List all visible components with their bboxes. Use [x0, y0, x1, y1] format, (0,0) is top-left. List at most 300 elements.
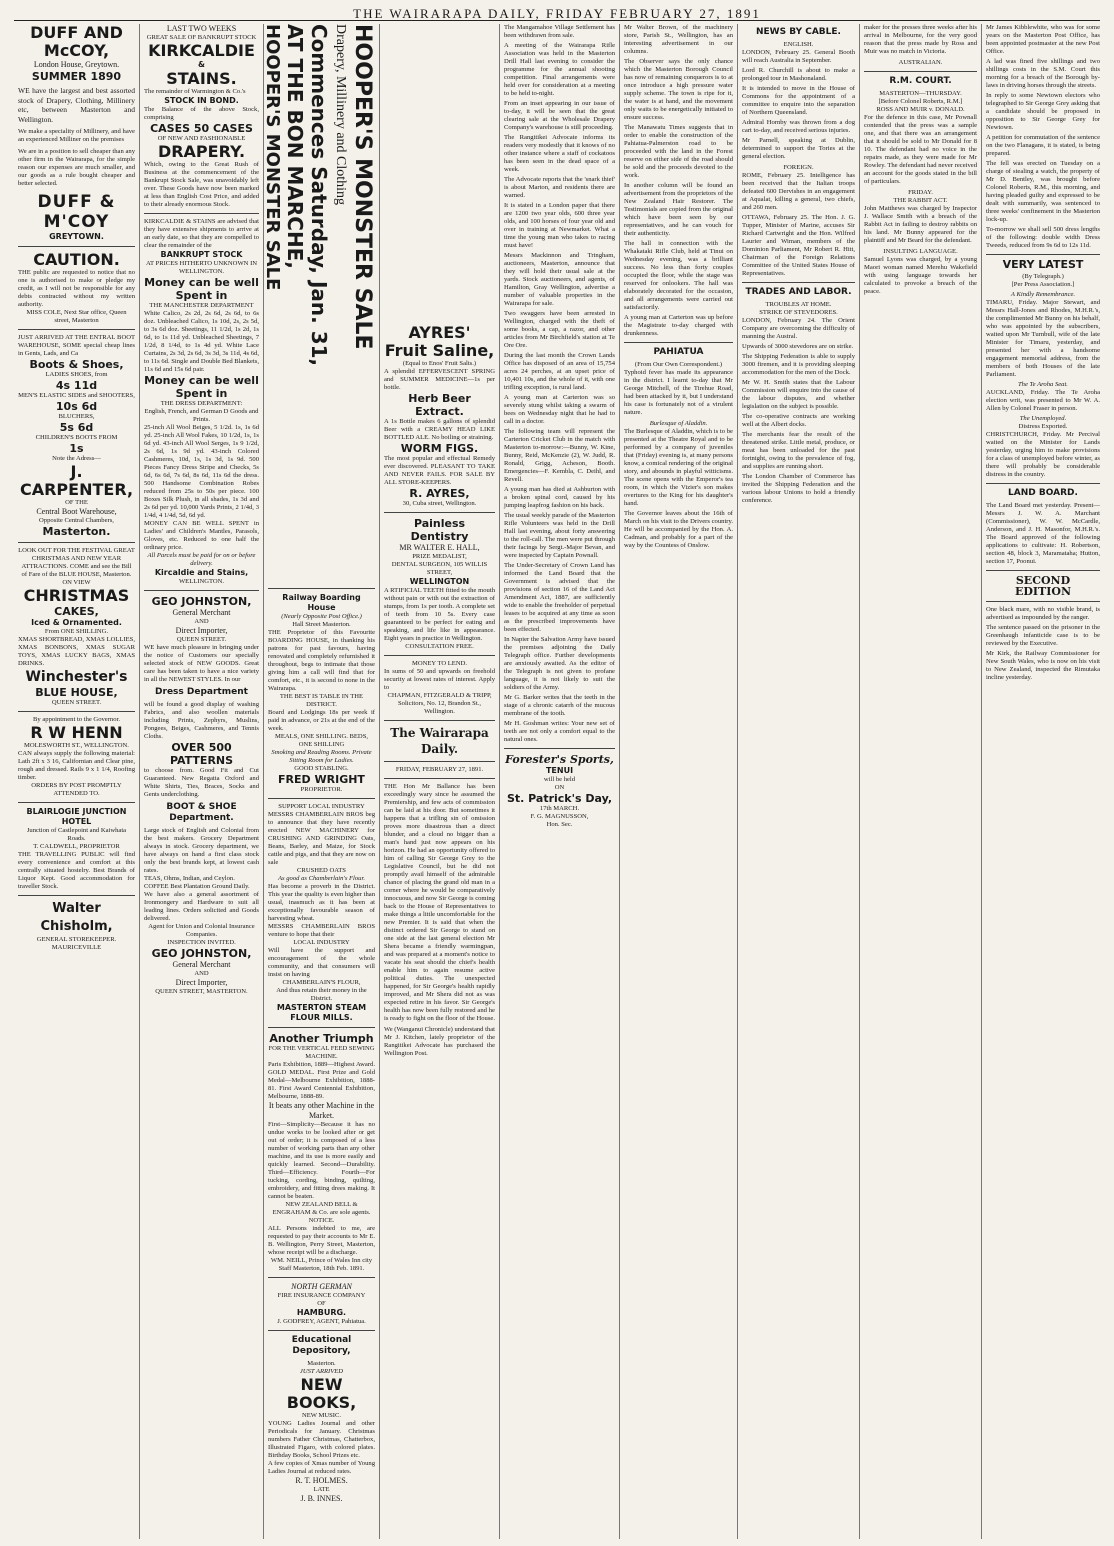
divider [268, 1027, 375, 1028]
xmas-from: From ONE SHILLING. [44, 628, 109, 635]
forester-on: ON [554, 784, 565, 791]
johnston-role-4: Direct Importer, [175, 978, 228, 987]
carpenter-of: OF THE [65, 499, 88, 506]
forester-will: will be held [543, 776, 576, 783]
xmas-title: CHRISTMAS [23, 586, 130, 605]
triumph-beats: It beats any other Machine in the Market. [268, 1101, 375, 1120]
johnston-street: QUEEN STREET. [176, 636, 227, 643]
worm-body: The most popular and effectual Remedy ever discovered. PLEASANT TO TAKE AND NEVER FAILS. FOR SALE BY ALL STORE-KEEPERS. [384, 455, 495, 486]
crushed-oats: CRUSHED OATS [297, 867, 346, 874]
divider [384, 655, 495, 656]
manchester-list: White Calico, 2s 2d, 2s 6d, 2s 6d, to 6s doz. Unbleached Calico, 1s 10d, 2s, 2s 5d, to 3s 6d doz. Sheetings, 11 1/2d, 1s 2d, 1s 6d, to 1s 11d yd. Unbleached Sheetings, 7 1/2d, 8 1/4d, to 1s 4d yd. White Lace Curtains, 2s 3d, 2s 6d, 3s 3d, 3s 11d, 4s 6d, to 11s 6d. Single and Double Bed Blankets, 11s 6d and 15s 6d pair. [144, 310, 259, 373]
forester-tenui: TENUI [545, 766, 574, 775]
ayres-head: AYRES' [408, 323, 471, 342]
dentist-town: WELLINGTON [409, 577, 470, 586]
triumph-title: Another Triumph [269, 1032, 374, 1045]
masthead-rule [14, 20, 1100, 21]
land-board-body: The Land Board met yesterday. Present—Messrs J. W. A. Marchant (Commissioner), W. W. McCardle, Anderson, and J. H. Masonfor, M.H.R.'s. The Board approved of the following applications to cultivate: H. Robertson, section 48, block 3, Maramataha; Hutton, section 17, Poonui. [986, 502, 1100, 565]
kirkcaldie-head: LAST TWO WEEKS [166, 24, 237, 33]
dentist-body: A RTIFICIAL TEETH fitted to the mouth without pain or with out the extraction of stumps, from 1s per tooth. A complete set of teeth from 10 5s. Every case guaranteed to be perfect for eating and speaking, and life like in appearance. Eight years in practice in Wellington. [384, 587, 495, 642]
johnston-name: GEO JOHNSTON, [151, 595, 252, 608]
divider [742, 282, 855, 283]
pahiatua-sub: (From Our Own Correspondent.) [634, 361, 723, 368]
xmas-cakes: CAKES, [54, 605, 99, 618]
pahiatua-body: Typhoid fever has made its appearance in the district. I learnt to-day that Mr George Mitchell, of the Tirehue Road, had been attacked by it, but I understand his case is fortunately not of a virulent nature. [624, 369, 733, 416]
divider [864, 71, 977, 72]
carpenter-name: J. CARPENTER, [19, 462, 134, 499]
news-item: A lad was fined five shillings and two shillings costs in the S.M. Court this morning for a breach of the Borough by-laws in driving horses through the streets. [986, 58, 1100, 89]
ayres-sub: (Equal to Enos' Fruit Salts.) [402, 360, 477, 367]
carpenter-price-3: 5s 6d [59, 421, 94, 434]
parcels-note: All Parcels must be paid for on or before delivery. [147, 552, 256, 567]
chisholm-name: Walter Chisholm, [40, 901, 113, 934]
news-item: It is stated in a London paper that there are 1200 two year olds, 600 three year olds, and 100 horses of four year old and over in training at Newmarket. What a time the young man who takes to racing must have! [504, 202, 615, 249]
winchester-title: Winchester's [25, 669, 128, 685]
divider [986, 254, 1100, 255]
rm-court-sub-2: [Before Colonel Roberts, R.M.] [878, 98, 963, 105]
kirkcaldie-body-3: Which, owing to the Great Rush of Business at the commencement of the Bankrupt Stock Sale, was unavoidably left over. These Goods have now been marked at less than English Cost Price, and added to their already enormous Stock. [144, 161, 259, 208]
johnston-agency: We have also a general assortment of Ironmongery and Hardware to suit all leading lines. Orders solicited and Goods delivered. [144, 891, 259, 922]
carpenter-ladies: LADIES SHOES, from [45, 371, 108, 378]
kirkcaldie-cases: CASES 50 CASES [150, 122, 253, 135]
friday-head: FRIDAY. [908, 189, 933, 196]
dress-list: 25-inch All Wool Beiges, 5 1/2d. 1s, 1s 6d yd. 25-inch All Wool Fakes, 10 1/2d, 1s, 1s 6d yd. 43-inch All Wool Serges, 1s 9 1/2d, 2s 6d, 1s 9d yd. 43-inch Colored Cashmeres, 10d, 1s, 1s 3d, 1s 9d. 500 Pieces Fancy Dress Stripe and Checks, 5s 6d, 6s 6d, 7s 6d, 8s 6d, 11s 6d the dress. 500 Handsome Combination Robes reduced from 25s to 50s per piece. 100 Boxes Silk Plush, in all shades, 1s 3d and 2s 6d per yd. 10,000 Yards Prints, 2 1/4d, 3 1/4d, 4 1/4d, 5d, 6d yd. [144, 424, 259, 519]
kirkcaldie-title-2: STAINS. [166, 69, 237, 88]
edu-town: Masterton. [307, 1360, 336, 1367]
herb-body: A 1s Bottle makes 6 gallons of splendid Beer with a CREAMY HEAD LIKE BOTTLED ALE. No boiling or straining. [384, 418, 495, 441]
johnston-teas: TEAS, Ohms, Indian, and Ceylon. [144, 875, 235, 882]
johnston-boot-dept: BOOT & SHOE Department. [166, 802, 237, 823]
chisholm-town: MAURICEVILLE [51, 944, 102, 951]
money-spent-2: Money can be well Spent in [144, 374, 259, 400]
chamberlain-quote: As good as Chamberlain's Flour. [278, 875, 365, 882]
xmas-view: ON VIEW [62, 579, 91, 586]
cable-head: NEWS BY CABLE. [756, 27, 841, 37]
divider [18, 711, 135, 712]
forester-title: Forester's Sports, [505, 753, 614, 766]
duff-mccoy-town: GREYTOWN. [49, 232, 104, 241]
news-item: The Under-Secretary of Crown Land has informed the Land Board that the Government is advised that the provisions of section 16 of the Land Act Amendment Act, 1887, are sufficiently wide to enable the freeholder of perpetual leases to be acquired at any time as soon as the prescribed improvements have been effected. [504, 562, 615, 633]
boarding-body-2: Board and Lodgings 18s per week if paid in advance, or 21s at the end of the week. [268, 709, 375, 732]
kirkcaldie-body-2: The Balance of the above Stock, comprising [144, 106, 259, 121]
manchester-dept: THE MANCHESTER DEPARTMENT [149, 302, 254, 309]
carpenter-children: CHILDREN'S BOOTS FROM [35, 434, 118, 441]
johnston-dress-dept: Dress Department [155, 687, 248, 697]
johnston-and-2: AND [194, 970, 209, 977]
chamberlain-flour: CHAMBERLAIN'S FLOUR, [282, 979, 361, 986]
dentist-prize: PRIZE MEDALIST, [412, 553, 467, 560]
chamberlain-keep: And thus retain their money in the District. [276, 987, 367, 1002]
chamberlain-body-2: Has become a proverb in the District. This year the quality is even higher than usual, inasmuch as it has been at exceptionally favourable season of harvesting wheat. [268, 883, 375, 922]
henn-orders: ORDERS BY POST PROMPTLY ATTENDED TO. [31, 782, 122, 797]
carpenter-price-1: 4s 11d [55, 379, 98, 392]
carpenter-location: Central Boot Warehouse, [36, 507, 117, 516]
dentist-address: DENTAL SURGEON, 105 WILLIS STREET, [391, 561, 488, 576]
burlesque-body: The Burlesque of Aladdin, which is to be presented at the Theatre Royal and to be performed by a company of juveniles that (Friday) evening is, at many persons know, a comical rendering of the original story, and abounds in playful witticisms. The scene opens with the Emperor's tea room, in which the Vizier's son makes overtures to the King for his daughter's hand. [624, 428, 733, 507]
news-item: A young man has died at Ashburton with a broken spinal cord, caused by his jumping leapfrog fashion on his back. [504, 486, 615, 509]
divider [144, 213, 259, 214]
carpenter-boots: Boots & Shoes, [29, 358, 124, 371]
duff-mccoy-subtitle: London House, Greytown. [33, 60, 120, 69]
divider [268, 1330, 375, 1331]
dentist-consult: CONSULTATION FREE. [405, 643, 474, 650]
daily-date: FRIDAY, FEBRUARY 27, 1891. [395, 766, 484, 773]
cable-item: It is intended to move in the House of Commons for the appointment of a committee to enquire into the separation of Northern Queensland. [742, 85, 855, 116]
news-item: The Observer says the only chance which the Masterton Borough Council has now of remaining conquerors is to at once introduce a high pressure water supply scheme. The town is ripe for it, the water is at hand, and the movement only waits to be energetically initiated to ensure success. [624, 58, 733, 121]
pahiatua-head: PAHIATUA [653, 347, 704, 357]
johnston-choose: to choose from. Good Fit and Cut Guaranteed. New Regatta Oxford and White Shirts, Ties, Braces, Socks and Gents underclothing. [144, 767, 259, 798]
trades-item: The Shipping Federation is able to supply 3000 firemen, and it is providing sleeping accommodation for the men of the Dock. [742, 353, 855, 376]
johnston-inspect: INSPECTION INVITED. [167, 939, 236, 946]
forester-date: 17th MARCH. [539, 805, 580, 812]
johnston-street-2: QUEEN STREET, MASTERTON. [155, 988, 248, 995]
caution-sign: MISS COLE, Next Star office, Queen street, Masterton [26, 309, 127, 324]
kirkcaldie-prices: AT PRICES HITHERTO UNKNOWN IN WELLINGTON. [145, 260, 258, 275]
caution-body: THE public are requested to notice that no one is authorised to make or pledge my credit, as I will not be responsible for any debts contracted without my written authority. [18, 269, 135, 308]
divider [268, 798, 375, 799]
johnston-boot-body: Large stock of English and Colonial from the best makers. Grocery Department always in stock. Grocery department, we have always on hand a first class stock only the best brands kept, at lowest cash rates. [144, 827, 259, 874]
hoopers-line-2: Drapery, Millinery and Clothing [333, 24, 348, 206]
blue-house: BLUE HOUSE, [35, 686, 118, 699]
carpenter-note: Note the Adress— [52, 455, 101, 462]
trades-item: LONDON, February 24. The Orient Company are overcoming the difficulty of manning the Austral. [742, 317, 855, 340]
kirkcaldie-town: WELLINGTON. [178, 578, 225, 585]
duff-mccoy-body-2: We make a speciality of Millinery, and have an experienced Milliner on the premises [18, 128, 135, 143]
daily-logo: The Wairarapa Daily. [390, 726, 489, 756]
ayres-body: A splendid EFFERVESCENT SPRING and SUMMER MEDICINE—1s per bottle. [384, 368, 495, 391]
edu-arrived: JUST ARRIVED [299, 1368, 344, 1375]
divider [18, 542, 135, 543]
column-8 [860, 24, 982, 1539]
henn-location: MOLESWORTH ST., WELLINGTON. [24, 742, 129, 749]
boarding-smoking: Smoking and Reading Rooms. Private Sitting Room for Ladies. [271, 749, 372, 764]
boarding-stable: GOOD STABLING. [294, 765, 349, 772]
money-spent-1: Money can be well Spent in [144, 276, 259, 302]
johnston-agent: Agent for Union and Colonial Insurance Companies. [148, 923, 255, 938]
news-item: A petition for commutation of the sentence on the two Flanagans, it is stated, is being prepared. [986, 134, 1100, 157]
support-industry: SUPPORT LOCAL INDUSTRY [278, 803, 365, 810]
divider [986, 483, 1100, 484]
boarding-meals: MEALS, ONE SHILLING. BEDS, ONE SHILLING [274, 733, 369, 748]
ayres-address: 30, Cuba street, Wellington. [402, 500, 477, 507]
boarding-street: Hall Street Masterton. [292, 621, 351, 628]
divider [384, 761, 495, 762]
notice-body: ALL Persons indebted to me, are requested to pay their accounts to Mr E. B. Wellington, Perry Street, Masterton, whose receipt will be a discharge. [268, 1225, 375, 1256]
very-latest-sub-2: [Per Press Association.] [1011, 281, 1075, 288]
divider [18, 802, 135, 803]
xmas-iced: Iced & Ornamented. [31, 618, 122, 627]
kirkcaldie-amp: & [198, 60, 205, 69]
kirkcaldie-drapery: DRAPERY. [157, 142, 246, 161]
trades-item: The London Chamber of Commerce has invited the Shipping Federation and the various labour Unions to hold a friendly conference. [742, 473, 855, 504]
money-spent-3: MONEY CAN BE WELL SPENT in Ladies' and Children's Mantles, Parasols, Gloves, etc. Reduced to one half the ordinary price. [144, 520, 259, 551]
rm-court-head: R.M. COURT. [889, 76, 952, 86]
news-item: A meeting of the Wairarapa Rifle Association was held in the Masterton Drill Hall last evening to consider the programme for the annual shooting competition. Final arrangements were held over for consideration at a meeting to be held to-night. [504, 42, 615, 97]
divider [504, 748, 615, 749]
divider [18, 895, 135, 896]
trades-sub-2: STRIKE OF STEVEDORES. [759, 309, 838, 316]
news-item: The following team will represent the Carterton Cricket Club in the match with Masterton to-morrow:—Bunny, W. Kine, Bunny, Reid, McKenzie (2), W. Judd, R. Ronald, Grigg, Acheson, Booth. Emergencies—F. Kembla, C. Deihl, and Revell. [504, 428, 615, 483]
carpenter-intro: JUST ARRIVED AT THE ENTRAL BOOT WAREHOUSE, SOME special cheap lines in Gents, Lads, and Ca [18, 334, 135, 357]
news-item: The Mangamahoe Village Settlement has been withdrawn from sale. [504, 24, 615, 39]
edu-books: NEW BOOKS, [286, 1375, 357, 1412]
news-item: The Manawatu Times suggests that in order to enable the construction of the Pahiatua-Palmerston road to be proceeded with the land in the Forest reserve on either side of the road should be sold and the proceeds devoted to the work. [624, 124, 733, 179]
dress-dept-sub: English, French, and German D Goods and Prints. [144, 408, 259, 423]
edu-music: NEW MUSIC. [301, 1412, 342, 1419]
land-board-head: LAND BOARD. [1008, 488, 1078, 498]
news-item: The Rangitikei Advocate informs its readers very modestly that it knows of no other instance where a staff of cockatoos has been seen in the dead space of a week. [504, 134, 615, 173]
column-9 [982, 24, 1104, 1539]
distress-head: Distress Exported. [1018, 423, 1068, 430]
insurance-2: FIRE INSURANCE COMPANY [277, 1292, 366, 1299]
johnston-body-2: will be found a good display of washing Fabrics, and also woollen materials including Prints, Zephyrs, Muslins, Pongees, Beiges, Cashmeres, and Tennis Cloths. [144, 701, 259, 740]
column-1 [14, 24, 140, 1539]
burlesque-head: Burlesque of Aladdin. [649, 420, 708, 427]
divider [18, 246, 135, 247]
henn-name: R W HENN [30, 723, 123, 742]
flour-mills: FLOUR MILLS. [290, 1013, 353, 1022]
forester-role: Hon. Sec. [546, 821, 573, 828]
news-item: From an inset appearing in our issue of to-day, it will be seen that the great clearing sale at the Wholesale Drapery Company's warehouse is still proceeding. [504, 100, 615, 131]
fred-wright: FRED WRIGHT [278, 773, 365, 786]
kirkcaldie-body-4: KIRKCALDIE & STAINS are advised that they have extensive shipments to arrive at an early date, so that they are compelled to clear the remainder of the [144, 218, 259, 249]
johnston-role: General Merchant [172, 608, 231, 617]
unemployed-head: The Unemployed. [1019, 415, 1067, 422]
duff-mccoy-title: DUFF AND McCOY, [30, 23, 123, 60]
news-item: The hall in connection with the Whakataki Rifle Club, held at Tinui on Wednesday evening, was a brilliant success. No less than forty couples occupied the floor, while the stage was reserved for onlookers. The hall was elaborately decorated for the occasion, and all arrangements were carried out satisfactorily. [624, 240, 733, 311]
column-5 [500, 24, 620, 1539]
carpenter-town: Masterton. [42, 525, 111, 538]
blairlogie-prop: T. CALDWELL, PROPRIETOR [33, 843, 120, 850]
newspaper-page [14, 24, 1104, 1539]
foreign-head: FOREIGN. [783, 164, 814, 171]
rabbit-body: John Matthews was charged by Inspector J. Wallace Smith with a breach of the Rabbit Act in failing to destroy rabbits on his land. Mr Bunny appeared for the plaintiff and Mr Beard for the defendant. [864, 205, 977, 244]
johnston-name-2: GEO JOHNSTON, [151, 947, 252, 960]
divider [18, 329, 135, 330]
kirkcaldie-of: OF NEW AND FASHIONABLE [157, 135, 246, 142]
distress-body: CHRISTCHURCH, Friday. Mr Percival waited on the Minister for Lands yesterday, urging him to make provisions for a class of unemployed before winter, as there will probably be considerable distress in the country. [986, 431, 1100, 478]
triumph-body-2: First—Simplicity—Because it has no undue works to be looked after or get out of order; it is composed of a less number of working parts than any other machine, and its use is more easily and quickly learned. Second—Durability. Third—Efficiency. Fourth—For tucking, cording, binding, quilting, embroidery, and fitting drees making. It cannot be beaten. [268, 1121, 375, 1200]
column-4 [380, 24, 500, 1539]
column-2 [140, 24, 264, 1539]
english-head: ENGLISH. [783, 41, 814, 48]
johnston-role-2: Direct Importer, [175, 626, 228, 635]
duff-mccoy-body-3: We are in a position to sell cheaper than any other firm in the Wairarapa, for the simple reason our expenses are much smaller, and our goods as a rule bought cheaper and better selected. [18, 148, 135, 187]
news-item: Messrs Mackinnon and Tringham, auctioneers, Masterton, announce that they will hold their usual sale at the yards. Stock auctioneers, and agents, of Hamilton, Gray Wellington, advertise a number of valuable properties in the Wairarapa for sale. [504, 252, 615, 307]
news-item: A young man at Carterton was up before the Magistrate to-day charged with drunkenness. [624, 314, 733, 337]
edu-title: Educational Depository, [291, 1335, 352, 1356]
kirkcaldie-sign: Kircaldie and Stains, [154, 568, 249, 577]
kirkcaldie-body: The remainder of Warmington & Co.'s [144, 88, 246, 95]
rm-court-body: For the defence in this case, Mr Pownall contended that the press was a sample one, and that there was an arrangement that it should be sold to Mr Donald for 8 10. The defendant had no voice in the repairs made, as they were made for Mr Rowley. The defendant had never received an account for the goods stated in the bill of particulars. [864, 114, 977, 185]
kindly-head: A Kindly Remembrance. [1010, 291, 1076, 298]
lend-title: MONEY TO LEND. [411, 660, 467, 667]
edu-late: LATE [313, 1486, 330, 1493]
herb-beer: Herb Beer Extract. [408, 392, 471, 418]
boarding-body: THE Proprietor of this Favourite BOARDING HOUSE, in thanking his patrons for past favours, having renovated and completely refurnished it throughout, begs to intimate that those giving him a call will find that for comfort, etc., it is second to none in the Wairarapa. [268, 629, 375, 692]
news-item: Mr H. Goshman writes: Your new set of teeth are not only a comfort equal to the natural ones. [504, 720, 615, 743]
kirkcaldie-title: KIRKCALDIE [148, 41, 255, 60]
carpenter-bluchers: BLUCHERS, [58, 413, 95, 420]
news-item: Mr James Kibblewhite, who was for some years on the Masterton Post Office, has been appointed postmaster at the new Post Office. [986, 24, 1100, 55]
johnston-patterns: OVER 500 PATTERNS [169, 741, 234, 767]
insurance-3: OF [317, 1300, 326, 1307]
dress-dept: THE DRESS DEPARTMENT: [160, 400, 243, 407]
notice-title: NOTICE. [308, 1217, 335, 1224]
worm-figs: WORM FIGS. [400, 442, 479, 455]
hoopers-vertical-ad [262, 24, 375, 584]
divider [986, 570, 1100, 571]
very-latest-head: VERY LATEST [1002, 258, 1084, 271]
news-item: Mr Kirk, the Railway Commissioner for New South Wales, who is now on his visit to New Zealand, inspected the Rimutaka incline yesterday. [986, 650, 1100, 681]
carpenter-price-2: 10s 6d [55, 400, 98, 413]
news-item: The usual weekly parade of the Masterton Rifle Volunteers was held in the Drill Hall last evening, about forty answering to the roll-call. The men were put through their facings by Sergt.-Major Bevan, and were inspected by Captain Pownall. [504, 512, 615, 559]
kirkcaldie-stock: STOCK IN BOND. [164, 96, 239, 105]
hoopers-line-5: HOOPER'S MONSTER SALE [262, 24, 283, 291]
chamberlain-body: MESSRS CHAMBERLAIN BROS beg to announce that they have recently erected NEW MACHINERY for CRUSHING AND GRINDING Oats, Beans, Barley, and Maize, for Stock cattle and pigs, and that they are now on sale [268, 811, 375, 866]
aroha-head: The Te Aroha Seat. [1018, 381, 1068, 388]
blairlogie-sub: Junction of Castlepoint and Kaiwhata Roads. [26, 827, 127, 842]
forester-day: St. Patrick's Day, [506, 792, 613, 805]
triumph-vertical: FOR THE VERTICAL FEED SEWING MACHINE. [268, 1045, 375, 1060]
insurance-agent: J. GODFREY, AGENT, Pahiatua. [277, 1318, 366, 1325]
australian-head: AUSTRALIAN. [898, 59, 943, 66]
kirkcaldie-bankrupt: BANKRUPT STOCK [160, 250, 243, 259]
news-item: Mr G. Barker writes that the teeth in the stage of a chronic catarrh of the mucous membrane of the tooth. [504, 694, 615, 717]
trades-item: Upwards of 3000 stevedores are on strike. [742, 343, 854, 350]
rabbit-head: THE RABBIT ACT. [893, 197, 948, 204]
news-item: Two swaggers have been arrested in Wellington, charged with the theft of some books, a cap, a razor, and other articles from Mr Birchfield's station at Te Ore Ore. [504, 310, 615, 349]
second-edition-head: SECOND EDITION [1014, 574, 1072, 598]
divider [384, 512, 495, 513]
fred-role: PROPRIETOR. [300, 786, 343, 793]
news-item: Mr Walter Brown, of the machinery store, Parish St., Wellington, has an interesting advertisement in our columns. [624, 24, 733, 55]
xmas-list: XMAS SHORTBREAD, XMAS LOLLIES, XMAS BONBONS, XMAS SUGAR TOYS, XMAS LUCKY BAGS, XMAS DRINKS. [18, 636, 135, 667]
chamberlain-body-4: Will have the support and encouragement of the whole community, and that consumers will insist on having [268, 947, 375, 978]
divider [268, 1277, 375, 1278]
blairlogie-title: BLAIRLOGIE JUNCTION HOTEL [26, 807, 127, 826]
divider [624, 342, 733, 343]
cable-item: Mr Parnell, speaking at Dublin, determined to support the Tories at the general election. [742, 137, 855, 160]
edu-body: YOUNG Ladies Journal and other Periodicals for January. Christmas numbers Father Christmas, Chatterbox, Illustrated Figaro, with colored plates. Birthday Books, School Prizes etc. [268, 1420, 375, 1459]
johnston-role-3: General Merchant [172, 960, 231, 969]
notice-sign: WM. NEILL, Prince of Wales Inn city Staff Masterton, 18th Feb. 1891. [270, 1257, 373, 1272]
news-item: A young man at Carterton was so severely stung whilst taking a swarm of bees on Wednesday night that he had to call in a doctor. [504, 394, 615, 425]
chamberlain-body-3: MESSRS CHAMBERLAIN BROS venture to hope that their [268, 923, 375, 938]
caution-title: CAUTION. [33, 250, 120, 269]
duff-mccoy-logo: DUFF & M'COY [37, 192, 116, 232]
blairlogie-body: THE TRAVELLING PUBLIC will find every convenience and comfort at this centrally situated hostelry. Best Brands of Liquor Kept. Good accommodation for traveller Stock. [18, 851, 135, 890]
rm-court-sub: MASTERTON—THURSDAY. [879, 90, 962, 97]
boarding-table: THE BEST IS TABLE IN THE DISTRICT. [279, 693, 364, 708]
johnston-body: WE have much pleasure in bringing under the notice of Customers our specially selected stock of NEW GOODS. Great care has been taken to have a nice variety in all the NEWEST STYLES. In our [144, 644, 259, 683]
xmas-intro: LOOK OUT FOR THE FESTIVAL GREAT CHRISTMAS AND NEW YEAR ATTRACTIONS. COME and see the Bill of Fare of the BLUE HOUSE, Masterton. [18, 547, 135, 578]
cable-item: LONDON, February 25. General Booth will reach Australia in September. [742, 49, 855, 64]
cable-item: Lord R. Churchill is about to make a prolonged tour in Mashonaland. [742, 67, 855, 82]
queen-street: QUEEN STREET. [51, 699, 102, 706]
edu-late-2: J. B. INNES. [300, 1494, 343, 1503]
news-item: One black mare, with no visible brand, is advertised as impounded by the ranger. [986, 606, 1100, 621]
column-3 [264, 24, 380, 1539]
nz-agency: NEW ZEALAND BELL & ENGRAHAM & Co. are sole agents. [272, 1201, 371, 1216]
column-7 [738, 24, 860, 1539]
hoopers-line-3: Commences Saturday, Jan. 31, [307, 24, 331, 367]
edu-body-2: A few copies of Xmas number of Young Ladies Journal at reduced rates. [268, 1460, 375, 1475]
news-item: In reply to some Newtown electors who telegraphed to Sir George Grey asking that a candidate should be proposed in opposition to Sir George Grey for Newtown. [986, 92, 1100, 131]
ayres-sign: R. AYRES, [409, 487, 470, 500]
ayres-saline: Fruit Saline, [384, 341, 495, 360]
insurance-1: NORTH GERMAN [291, 1282, 352, 1291]
rm-court-case: ROSS AND MUIR v. DONALD. [876, 106, 965, 113]
divider [384, 720, 495, 721]
trades-sub: TROUBLES AT HOME. [765, 301, 832, 308]
local-industry: LOCAL INDUSTRY [293, 939, 350, 946]
dentist-name: MR WALTER E. HALL, [399, 543, 480, 552]
news-item: During the last month the Crown Lands Office has disposed of an area of 15,754 acres 24 perches, at an upset price of 10,401 10s, and the whole of it, with one trifling exception, is rural land. [504, 352, 615, 391]
boarding-title: Railway Boarding House [282, 593, 361, 612]
masthead: THE WAIRARAPA DAILY, FRIDAY FEBRUARY 27, 1891 [353, 6, 761, 21]
duff-mccoy-body: WE have the largest and best assorted stock of Drapery, Clothing, Millinery etc, between Masterton and Wellington. [18, 86, 135, 124]
insulting-body: Samuel Lyons was charged, by a young Maori woman named Merehu Wakefield with using language towards her calculated to provoke a breach of the peace. [864, 256, 977, 295]
news-item: The sentence passed on the prisoner in the Greenhaugh infanticide case is to be reviewed by the Executive. [986, 624, 1100, 647]
news-item: In another column will be found an advertisement from the proprietors of the New Zealand Hair Restorer. The Testimonials are copied from the original which have been seen by our representatives, and he can vouch for their authenticity. [624, 182, 733, 237]
lend-firm: CHAPMAN, FITZGERALD & TRIPP, Solicitors, No. 12, Brandon St., Wellington. [387, 692, 492, 715]
very-latest-sub: (By Telegraph.) [1022, 273, 1064, 280]
chisholm-role: GENERAL STOREKEEPER. [36, 936, 117, 943]
trades-head: TRADES AND LABOR. [745, 287, 852, 297]
henn-appointment: By appointment to the Governor. [33, 716, 120, 723]
divider [986, 601, 1100, 602]
news-item: The fell was erected on Tuesday on a charge of stealing a watch, the property of Mr D. Bentley, was brought before Colonel Roberts, R.M., this morning, and having pleaded guilty and expressed to be dealt with summarily, was sentenced to three weeks' confinement in the Masterton lock-up. [986, 160, 1100, 223]
lend-body: In sums of 50 and upwards on freehold security at lowest rates of interest. Apply to [384, 668, 495, 691]
editorial-body: THE Hon Mr Ballance has been exceedingly wary since he assumed the Premiership, and few acts of commission can be laid at his door. But sometimes it happens that a trifling sin of omission proves more disastrous than a direct blunder, and a cloud no bigger than a man's hand just now appears on his horizon. He had an opportunity offered to him of calling Sir George Grey to the Legislative Council, but he did not promptly avail himself of the admirable chance of placing the grand old man in a corner where he would be comparatively innocuous, and now Sir George is coming back to the House of Representatives to make things a little uncomfortable for the new Premier. It is said that when the distinct ordered Sir George to stand on one side at the last general election Mr Shera became a friendly warmingpan, and was prepared at a moment's notice to vacate his seat should the chief's health enable him to again resume active political duties. The unexpected happened, for Sir George's health rapidly improved, and Mr Shera did not as was expected retire in his favor. Sir George's health has now been fully restored and he is ready to fight on the floor of the House. [384, 783, 495, 1022]
hoopers-title: HOOPER'S MONSTER SALE [350, 24, 375, 350]
column-6 [620, 24, 738, 1539]
cable-item: OTTAWA, February 25. The Hon. J. G. Tupper, Minister of Marine, accuses Sir Richard Cartwright and the Hon. Wilfred Laurier and Wiman, members of the Dominion Parliament, Mr Robert R. Hitt, Chairman of the Foreign Relations Committee of the United States House of Representatives. [742, 214, 855, 277]
dentistry-title: Painless Dentistry [410, 517, 469, 543]
news-item: The Governor leaves about the 16th of March on his visit to the Drivers country. He will be accompanied by the Hon. A. Cadman, and probably for a part of the way by the Countess of Onslow. [624, 510, 733, 549]
carpenter-price-4: 1s [69, 442, 84, 455]
kirkcaldie-sub: GREAT SALE OF BANKRUPT STOCK [146, 34, 257, 41]
forester-sign: F. G. MAGNUSSON, [530, 813, 589, 820]
news-item: To-morrow we shall sell 500 dress lengths of the following: double width Dress Tweeds, reduced from 9s 6d to 12s 11d. [986, 226, 1100, 249]
carpenter-mens: MEN'S ELASTIC SIDES and SHOOTERS, [18, 392, 135, 399]
steam-mills: MASTERTON STEAM [276, 1003, 367, 1012]
trades-item: Mr W. H. Smith states that the Labour Commission will enquire into the cause of the labour disputes, and whether legislation on the subject is possible. [742, 379, 855, 410]
cable-item: ROME, February 25. Intelligence has been received that the Italian troops defeated 600 Dervishes in an engagement at Aqualat, killing a general, two chiefs, and 260 men. [742, 172, 855, 211]
henn-body: CAN always supply the following material: Lath 2ft x 3 16, Californian and Clear pine, rough and dressed. Rails 9 x 1 1/4, Roofing timber. [18, 750, 135, 781]
divider [268, 588, 375, 589]
divider [384, 778, 495, 779]
carpenter-opposite: Opposite Central Chambers, [39, 517, 114, 524]
wanganui-body: We (Wanganui Chronicle) understand that Mr J. Kitchen, lately proprietor of the Rangitikei Advocate has purchased the Wellington Post. [384, 1026, 495, 1057]
insulting-head: INSULTING LANGUAGE. [883, 248, 958, 255]
cable-item: Admiral Hornby was thrown from a dog cart to-day, and received serious injuries. [742, 119, 855, 134]
aroha-body: AUCKLAND, Friday. The Te Aroha election writ, was presented to Mr W. A. Allen by Colonel Fraser in person. [986, 389, 1100, 412]
divider [144, 590, 259, 591]
news-item: The Advocate reports that the 'snark thief' is about Marton, and residents there are warned. [504, 176, 615, 199]
johnston-coffee: COFFEE Best Plantation Ground Daily. [144, 883, 250, 890]
duff-mccoy-season: SUMMER 1890 [31, 70, 122, 83]
trades-item: The merchants fear the result of the threatened strike. Little metal, produce, or meat has been unloaded for the past fortnight, owing to the prevalence of fog, and supplies are running short. [742, 431, 855, 470]
insurance-4: HAMBURG. [296, 1308, 347, 1317]
news-item: maker for the presses three weeks after his arrival in Melbourne, for the very good reason that the press made by Ross and Muir was no match in Victoria. [864, 24, 977, 55]
kindly-body: TIMARU, Friday. Major Stewart, and Messrs Hall-Jones and Rhodes, M.H.R.'s, the complimented Mr Bunny on his behalf, who was appointed by the subscribers, waited upon Mr Turnbull, wife of the late Minister for Timaru, yesterday, and presented her with a handsome engagement memorial address, from the members of both Houses of the late Parliament. [986, 299, 1100, 378]
boarding-sub: (Nearly Opposite Post Office.) [281, 613, 362, 620]
trades-item: The co-operative contracts are working well at the Albert docks. [742, 413, 855, 428]
hoopers-vertical-continued [384, 24, 495, 324]
hoopers-line-4: AT THE BON MARCHE, [283, 24, 307, 269]
